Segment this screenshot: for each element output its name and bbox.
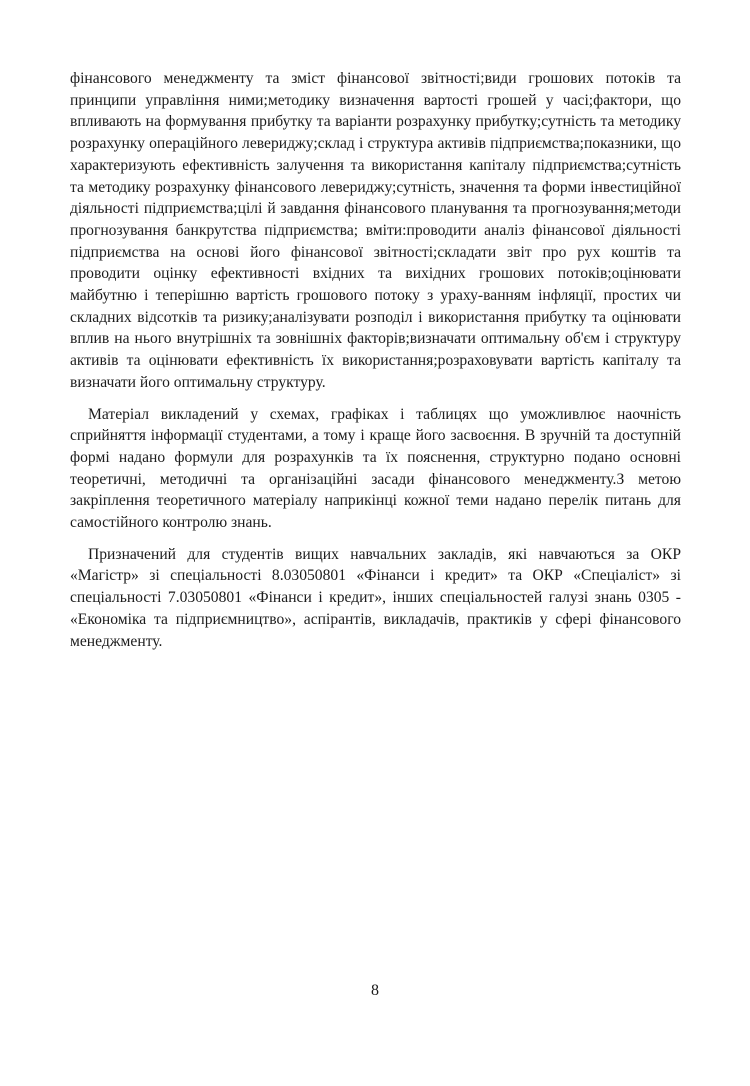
- paragraph-continuation: фінансового менеджменту та зміст фінансової звітності;види грошових потоків та принципи управління ними;методику визначення вартості грошей у часі;фактори, що впливають на формування прибутку та варіанти розрахунку прибутку;сутність та методику розрахунку операційного левериджу;склад і структура активів підприємства;показники, що характеризують ефективність залучення та використання капіталу підприємства;сутність та методику розрахунку фінансового левериджу;сутність, значення та форми інвестиційної діяльності підприємства;цілі й завдання фінансового планування та прогнозування;методи прогнозування банкрутства підприємства; вміти:проводити аналіз фінансової діяльності підприємства на основі його фінансової звітності;складати звіт про рух коштів та проводити оцінку ефективності вхідних та вихідних грошових потоків;оцінювати майбутню і теперішню вартість грошового потоку з ураху-ванням інфляції, простих чи складних відсотків та ризику;аналізувати розподіл і використання прибутку та оцінювати вплив на нього внутрішніх та зовнішніх факторів;визначати оптимальну об'єм і структуру активів та оцінювати ефективність їх використання;розраховувати вартість капіталу та визначати його оптимальну структуру.: [70, 70, 681, 391]
- page-number: 8: [371, 982, 379, 999]
- paragraph-audience: Призначений для студентів вищих навчальних закладів, які навчаються за ОКР «Магістр» зі спеціальності 8.03050801 «Фінанси і кредит» та ОКР «Спеціаліст» зі спеціальності 7.03050801 «Фінанси і кредит», інших спеціальностей галузі знань 0305 - «Економіка та підприємництво», аспірантів, викладачів, практиків у сфері фінансового менеджменту.: [70, 545, 681, 650]
- paragraph-material: Матеріал викладений у схемах, графіках і таблицях що уможливлює наочність сприйняття інформації студентами, а тому і краще його засвоєння. В зручній та доступній формі надано формули для розрахунків та їх пояснення, структурно подано основні теоретичні, методичні та організаційні засади фінансового менеджменту.З метою закріплення теоретичного матеріалу наприкінці кожної теми надано перелік питань для самостійного контролю знань.: [70, 405, 681, 532]
- body-text: [70, 68, 681, 652]
